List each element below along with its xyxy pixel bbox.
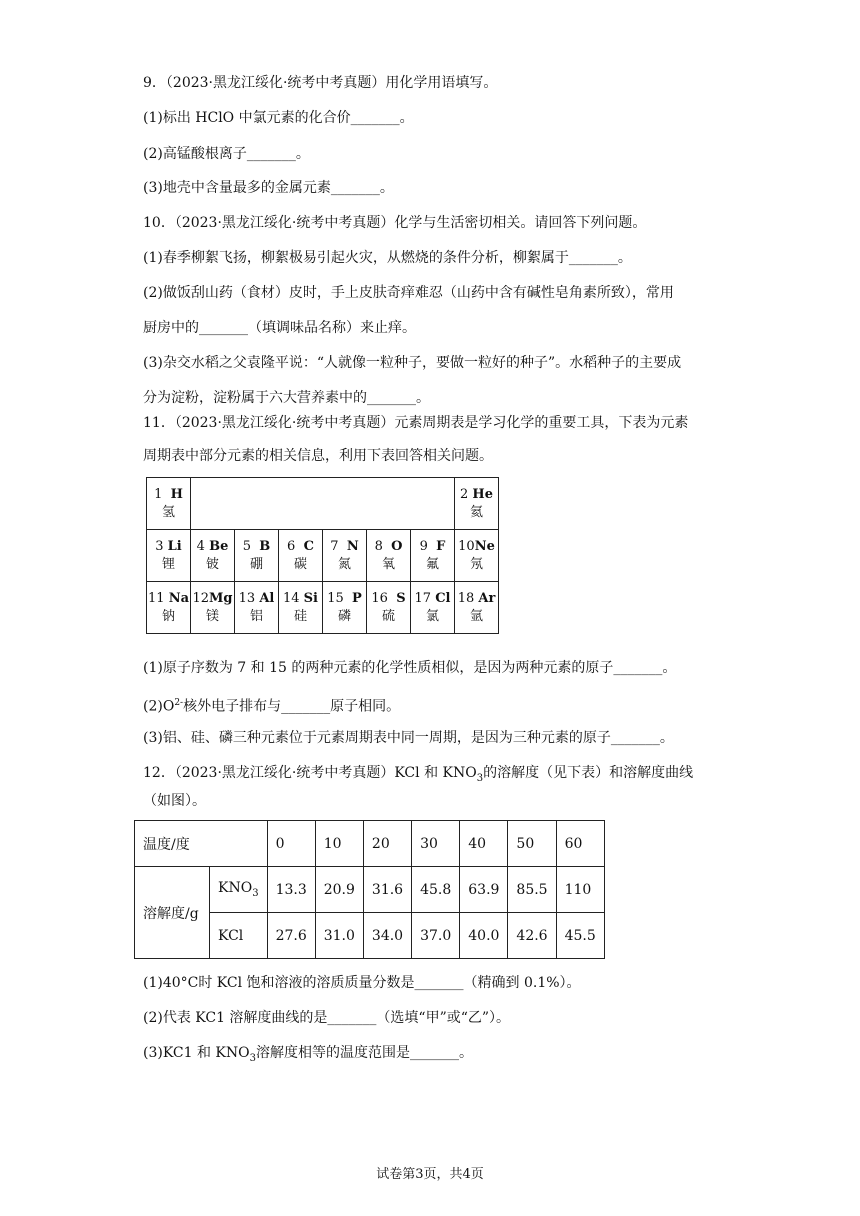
element-cell: 6 C 碳 (279, 530, 323, 582)
kno3-value: 63.9 (460, 867, 508, 913)
temp-value: 50 (508, 821, 556, 867)
temp-value: 10 (315, 821, 363, 867)
kcl-value: 37.0 (412, 913, 460, 959)
element-cell: 9 F 氟 (411, 530, 455, 582)
element-cell: 2 He 氦 (455, 478, 499, 530)
kno3-value: 85.5 (508, 867, 556, 913)
kcl-value: 45.5 (556, 913, 604, 959)
kcl-value: 34.0 (363, 913, 411, 959)
temp-value: 40 (460, 821, 508, 867)
table-row (135, 821, 605, 867)
q9-part3: (3)地壳中含量最多的金属元素_______。 (143, 180, 394, 196)
kno3-label: $KNO_3$ (210, 867, 268, 913)
kno3-value: 20.9 (315, 867, 363, 913)
kno3-value: 31.6 (363, 867, 411, 913)
element-cell: 5 B 硼 (235, 530, 279, 582)
kcl-label: KCl (210, 913, 268, 959)
q12-part1: (1)40°C时 KCl 饱和溶液的溶质质量分数是_______（精确到 0.1%）。 (143, 975, 581, 991)
q11-part2: $(2)O^{2-}$核外电子排布与_______原子相同。 (143, 698, 401, 715)
element-cell: 17 Cl 氯 (411, 582, 455, 634)
element-cell: 12Mg 镁 (191, 582, 235, 634)
table-row (135, 867, 605, 913)
temp-value: 30 (412, 821, 460, 867)
kno3-value: 45.8 (412, 867, 460, 913)
element-cell: 10Ne 氖 (455, 530, 499, 582)
solubility-table (134, 820, 605, 959)
empty-cell (323, 478, 367, 530)
empty-cell (367, 478, 411, 530)
periodic-row-1 (147, 478, 499, 530)
q11-part3: (3)铝、硅、磷三种元素位于元素周期表中同一周期，是因为三种元素的原子_______。 (143, 730, 674, 746)
q10-part3-line2: 分为淀粉，淀粉属于六大营养素中的_______。 (143, 390, 430, 406)
q10-stem: 10．（2023·黑龙江绥化·统考中考真题）化学与生活密切相关。请回答下列问题。 (143, 215, 647, 231)
temp-header: 温度/度 (135, 821, 268, 867)
q11-stem-line1: 11．（2023·黑龙江绥化·统考中考真题）元素周期表是学习化学的重要工具，下表为元素 (143, 415, 689, 431)
element-cell: 1 H 氢 (147, 478, 191, 530)
q11-part1: (1)原子序数为 7 和 15 的两种元素的化学性质相似，是因为两种元素的原子_______。 (143, 660, 677, 676)
element-cell: 8 O 氧 (367, 530, 411, 582)
kno3-value: 13.3 (267, 867, 315, 913)
periodic-table-excerpt (146, 477, 499, 634)
kno3-value: 110 (556, 867, 604, 913)
q9-part2: (2)高锰酸根离子_______。 (143, 146, 310, 162)
element-cell: 13 Al 铝 (235, 582, 279, 634)
empty-cell (279, 478, 323, 530)
q9-stem: 9．（2023·黑龙江绥化·统考中考真题）用化学用语填写。 (143, 75, 498, 91)
periodic-row-2 (147, 530, 499, 582)
empty-cell (411, 478, 455, 530)
periodic-row-3 (147, 582, 499, 634)
q10-part2-line1: (2)做饭刮山药（食材）皮时，手上皮肤奇痒难忍（山药中含有碱性皂角素所致），常用 (143, 285, 674, 301)
q12-part3: (3)KC1 和 $KNO_3$溶解度相等的温度范围是_______。 (143, 1045, 473, 1064)
q10-part3-line1: (3)杂交水稻之父袁隆平说：“人就像一粒种子，要做一粒好的种子”。水稻种子的主要成 (143, 355, 682, 371)
q10-part1: (1)春季柳絮飞扬，柳絮极易引起火灾，从燃烧的条件分析，柳絮属于_______。 (143, 250, 632, 266)
element-cell: 16 S 硫 (367, 582, 411, 634)
q10-part2-line2: 厨房中的_______（填调味品名称）来止痒。 (143, 320, 416, 336)
element-cell: 15 P 磷 (323, 582, 367, 634)
empty-cell (191, 478, 235, 530)
element-cell: 18 Ar 氩 (455, 582, 499, 634)
temp-value: 0 (267, 821, 315, 867)
q11-stem-line2: 周期表中部分元素的相关信息，利用下表回答相关问题。 (143, 448, 493, 464)
kcl-value: 27.6 (267, 913, 315, 959)
element-cell: 4 Be 铍 (191, 530, 235, 582)
kcl-value: 42.6 (508, 913, 556, 959)
empty-cell (235, 478, 279, 530)
element-cell: 3 Li 锂 (147, 530, 191, 582)
temp-value: 60 (556, 821, 604, 867)
q12-part2: (2)代表 KC1 溶解度曲线的是_______（选填“甲”或“乙”）。 (143, 1010, 511, 1026)
page-footer: 试卷第3页，共4页 (376, 1167, 484, 1182)
element-cell: 7 N 氮 (323, 530, 367, 582)
kcl-value: 31.0 (315, 913, 363, 959)
temp-value: 20 (363, 821, 411, 867)
element-cell: 14 Si 硅 (279, 582, 323, 634)
q12-stem-line1: 12．（2023·黑龙江绥化·统考中考真题）KCl 和 $KNO_3$的溶解度（见下表）和溶解度曲线 (143, 765, 694, 784)
kcl-value: 40.0 (460, 913, 508, 959)
solubility-header: 溶解度/g (135, 867, 210, 959)
q9-part1: (1)标出 HClO 中氯元素的化合价_______。 (143, 110, 414, 126)
element-cell: 11 Na 钠 (147, 582, 191, 634)
q12-stem-line2: （如图）。 (143, 793, 206, 809)
